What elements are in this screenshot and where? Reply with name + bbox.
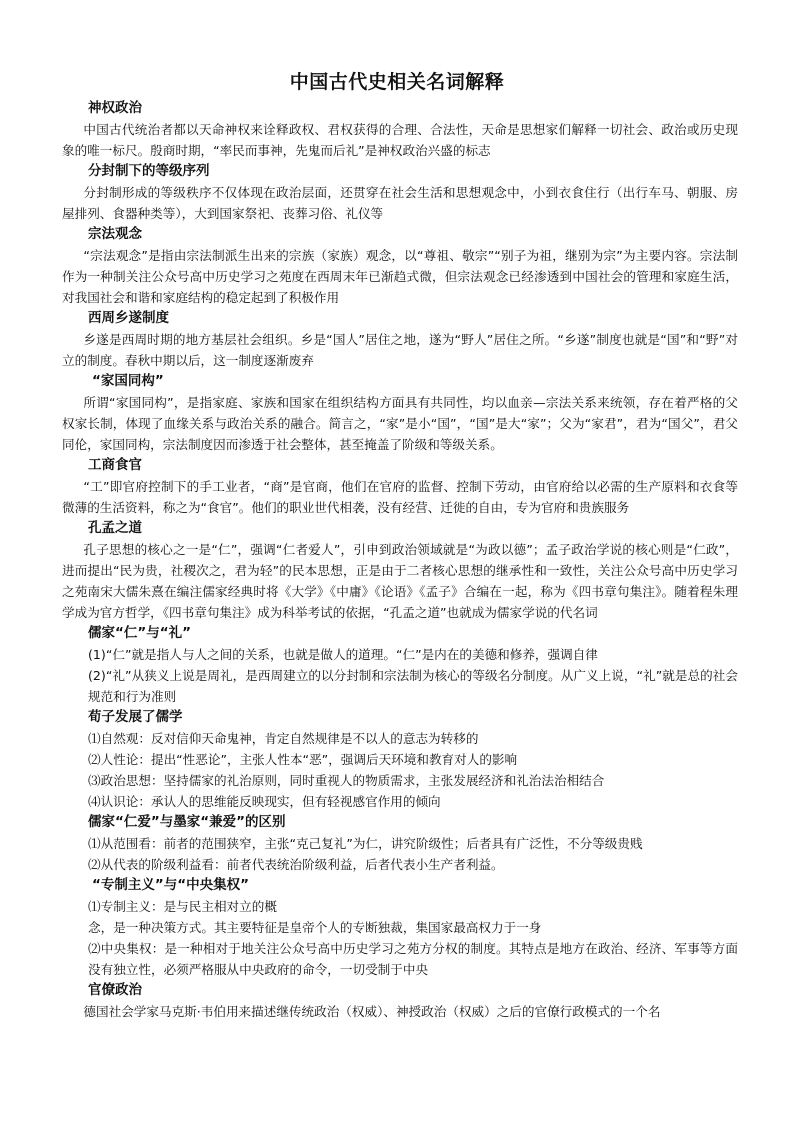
section-heading: 工商食官 [88, 457, 142, 473]
section-heading: 荀子发展了儒学 [88, 709, 183, 725]
section-heading: 分封制下的等级序列 [88, 163, 210, 179]
section-heading: 孔孟之道 [88, 520, 142, 536]
list-item: ⑶政治思想：坚持儒家的礼治原则，同时重视人的物质需求，主张发展经济和礼治法治相结合 [88, 773, 605, 788]
section-heading: “家国同构” [92, 373, 164, 389]
section-paragraph: 所谓“家国同构”，是指家庭、家族和国家在组织结构方面具有共同性，均以血亲—宗法关系来统领，存在着严格的父权家长制，体现了血缘关系与政治关系的融合。简言之，“家”是小“国”，“国”是大“家”；父为“家君”，君为“国父”，君父同伦，家国同构，宗法制度因而渗透于社会整体，甚至掩盖了阶级和等级关系。 [62, 395, 738, 452]
section-paragraph: 乡遂是西周时期的地方基层社会组织。乡是“国人”居住之地，遂为“野人”居住之所。“乡遂”制度也就是“国”和“野”对立的制度。春秋中期以后，这一制度逐渐废弃 [62, 332, 738, 368]
section-paragraph: 中国古代统治者都以天命神权来诠释政权、君权获得的合理、合法性，天命是思想家们解释一切社会、政治或历史现象的唯一标尺。殷商时期，“率民而事神，先鬼而后礼”是神权政治兴盛的标志 [62, 122, 738, 158]
list-item: ⑴自然观：反对信仰天命鬼神，肯定自然规律是不以人的意志为转移的 [88, 731, 479, 746]
section-paragraph: “工”即官府控制下的手工业者，“商”是官商，他们在官府的监督、控制下劳动，由官府给以必需的生产原料和衣食等微薄的生活资料，称之为“食官”。他们的职业世代相袭，没有经营、迁徙的自由，专为官府和贵族服务 [62, 479, 738, 515]
list-item: ⑵从代表的阶级利益看：前者代表统治阶级利益，后者代表小生产者利益。 [88, 857, 504, 872]
section-paragraph: 孔子思想的核心之一是“仁”，强调“仁者爱人”，引申到政治领域就是“为政以德”；孟子政治学说的核心则是“仁政”，进而提出“民为贵，社稷次之，君为轻”的民本思想，正是由于二者核心思想的继承性和一致性，关注公众号高中历史学习之苑南宋大儒朱熹在编注儒家经典时将《大学》《中庸》《论语》《孟子》合编在一起，称为《四书章句集注》。随着程朱理学成为官方哲学，《四书章句集注》成为科举考试的依据，“孔孟之道”也就成为儒家学说的代名词 [62, 542, 738, 620]
section-heading: 官僚政治 [88, 982, 142, 998]
document-body [62, 98, 738, 1022]
section-heading: 西周乡遂制度 [88, 310, 169, 326]
list-item: ⑵中央集权：是一种相对于地关注公众号高中历史学习之苑方分权的制度。其特点是地方在政治、经济、军事等方面没有独立性，必须严格服从中央政府的命令，一切受制于中央 [88, 941, 738, 977]
list-item: ⑴从范围看：前者的范围狭窄，主张“克己复礼”为仁，讲究阶级性；后者具有广泛性，不分等级贵贱 [88, 836, 643, 851]
section-heading: 宗法观念 [88, 226, 142, 242]
list-item: 念，是一种决策方式。其主要特征是皇帝个人的专断独裁，集国家最高权力于一身 [88, 920, 542, 935]
page-title: 中国古代史相关名词解释 [289, 71, 505, 93]
section-heading: 儒家“仁”与“礼” [88, 625, 191, 641]
list-item: (1)“仁”就是指人与人之间的关系，也就是做人的道理。“仁”是内在的美德和修养，强调自律 [88, 647, 598, 662]
list-item: ⑷认识论：承认人的思维能反映现实，但有轻视感官作用的倾向 [88, 794, 441, 809]
section-heading: “专制主义”与“中央集权” [92, 877, 249, 893]
section-heading: 神权政治 [88, 100, 142, 116]
list-item: (2)“礼”从狭义上说是周礼，是西周建立的以分封制和宗法制为核心的等级名分制度。从广义上说，“礼”就是总的社会规范和行为准则 [88, 668, 738, 704]
list-item: ⑴专制主义：是与民主相对立的概 [88, 899, 277, 914]
list-item: ⑵人性论：提出“性恶论”，主张人性本“恶”，强调后天环境和教育对人的影响 [88, 752, 518, 767]
section-heading: 儒家“仁爱”与墨家“兼爱”的区别 [88, 814, 286, 830]
section-paragraph: 分封制形成的等级秩序不仅体现在政治层面，还贯穿在社会生活和思想观念中，小到衣食住行（出行车马、朝服、房屋排列、食器种类等），大到国家祭祀、丧葬习俗、礼仪等 [62, 185, 738, 221]
section-paragraph: “宗法观念”是指由宗法制派生出来的宗族（家族）观念，以“尊祖、敬宗”“别子为祖，继别为宗”为主要内容。宗法制作为一种制关注公众号高中历史学习之苑度在西周末年已渐趋式微，但宗法观念已经渗透到中国社会的管理和家庭生活，对我国社会和谐和家庭结构的稳定起到了积极作用 [62, 248, 738, 305]
section-paragraph: 德国社会学家马克斯·韦伯用来描述继传统政治（权威）、神授政治（权威）之后的官僚行政模式的一个名 [83, 1004, 661, 1019]
